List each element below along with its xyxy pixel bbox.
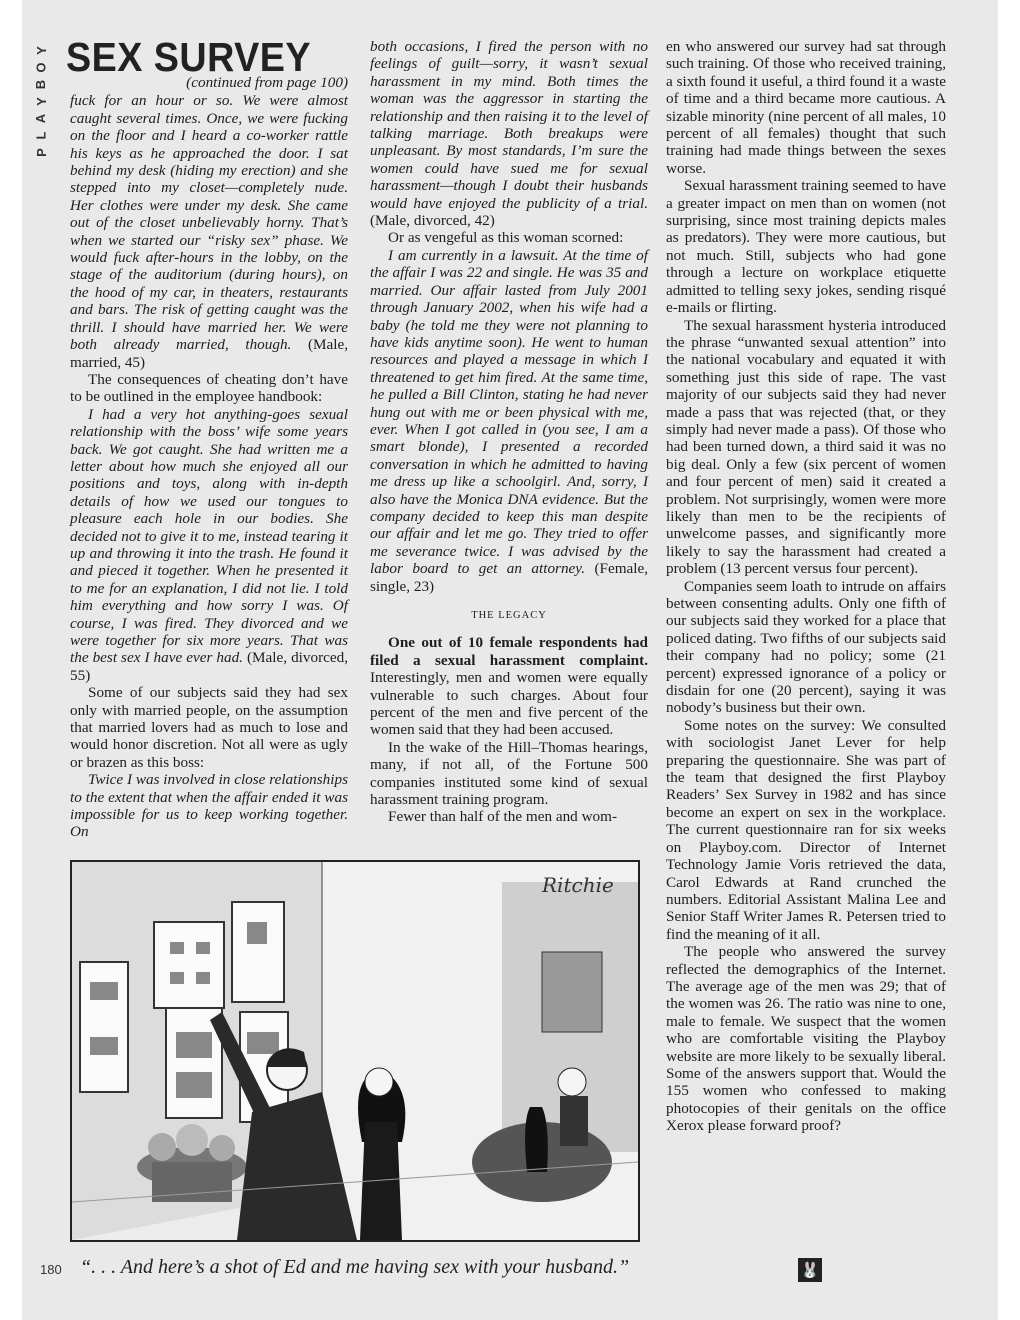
respondent-quote <box>370 38 648 229</box>
quote-text: Twice I was involved in close relationships to the extent that when the affair ended it was impossible for us to keep working together. On <box>70 771 348 841</box>
body-paragraph: Fewer than half of the men and wom- <box>388 808 618 826</box>
quote-text: I am currently in a lawsuit. At the time of the affair I was 22 and single. He was 35 and married. Our affair lasted from July 2001 through January 2002, when his wife had a baby (he told me they were not planning to have kids anytime soon). He went to human resources and played a message in which I threatened to get him fired. At the same time, he pulled a Bill Clinton, stating he had never hung out with me or been physical with me, ever. When I got called in (you see, I am a smart blonde), I presented a recorded conversation in which he admitted to having me dress up like a schoolgirl. And, sorry, I also have the Monica DNA evidence. But the company decided to keep this man despite our affair and let me go. They tried to offer me severance twice. I was advised by the labor board to get an attorney. <box>370 246 648 578</box>
page-number: 180 <box>40 1262 62 1277</box>
body-paragraph: The consequences of cheating don’t have to be outlined in the employee handbook: <box>70 370 348 406</box>
quote-attribution: (Male, married, 45) <box>70 336 348 371</box>
sidebar-letter: Y <box>33 46 49 55</box>
body-paragraph: The people who answered the survey reflected the demographics of the Internet. The average age of the men was 29; that of the women was 26. The ratio was nine to one, male to female. We suspect that the women who are comfortable visiting the Playboy website are more likely to be sexually liberal. Some of the answers support that. Would the 155 women who confessed to making photocopies of their genitals on the office Xerox please forward proof? <box>666 943 946 1135</box>
cartoon-illustration <box>70 860 640 1242</box>
body-paragraph: Some notes on the survey: We consulted with sociologist Janet Lever for help preparing the questionnaire. She was part of the team that designed the first Playboy Readers’ Sex Survey in 1982 and has since become an expert on sex in the workplace. The current questionnaire ran for six weeks on Playboy.com. Director of Internet Technology Jamie Voris retrieved the data, Carol Edwards at Rand crunched the numbers. Editorial Assistant Malina Lee and Senior Staff Writer James R. Petersen tried to find the meaning of it all. <box>666 716 946 943</box>
quote-attribution: (Female, single, 23) <box>370 560 649 595</box>
quote-attribution: (Male, divorced, 55) <box>70 649 348 684</box>
sidebar-letter: O <box>33 62 49 73</box>
section-subhead: THE LEGACY <box>471 610 547 621</box>
sidebar-letter: Y <box>33 97 49 106</box>
article-column-2 <box>370 38 648 826</box>
sidebar-letter: B <box>33 79 49 90</box>
respondent-quote <box>70 92 348 371</box>
body-paragraph: The sexual harassment hysteria introduced the phrase “unwanted sexual attention” into the national vocabulary and equated it with something just this side of rape. The vast majority of our subjects said they had never made a pass that was rejected (that, or they simply had never made a pass). Of those who had been turned down, a third said it was no big deal. Only a few (six percent of women and four percent of men) said it created a problem. Not surprisingly, women were more likely than men to be the recipients of unwelcome passes, and significantly more likely to say the harassment had created a problem (13 percent versus four percent). <box>666 316 946 578</box>
quote-text: both occasions, I fired the person with no feelings of guilt—sorry, it wasn’t sexual harassment in my mind. Both times the woman was the aggressor in starting the relationship and then raising it to the level of talking marriage. Both breakups were unpleasant. By most standards, I’m sure the women could have sued me for sexual harassment—though I doubt their husbands would have enjoyed the publicity of a trial. <box>370 38 648 212</box>
article-column-3 <box>666 38 946 1135</box>
body-paragraph: Or as vengeful as this woman scorned: <box>388 229 624 247</box>
continued-note: (continued from page 100) <box>186 74 348 91</box>
respondent-quote <box>370 247 648 595</box>
lead-sentence: One out of 10 female respondents had filed a sexual harassment complaint. <box>370 634 648 669</box>
quote-text: I had a very hot anything-goes sexual relationship with the boss’ wife some years back. We got caught. She had written me a letter about how much she enjoyed all our positions and toys, along with in-depth details of how we used our tongues to pleasure each hole in our bodies. She decided not to give it to me, instead tearing it up and throwing it into the trash. He found it and pieced it together. When he presented it to me for an explanation, I did not lie. I told him everything and how sorry I was. Of course, I was fired. They divorced and we were together for six more years. That was the best sex I have ever had. <box>70 405 348 667</box>
body-paragraph: Some of our subjects said they had sex only with married people, on the assumption that married lovers had as much to lose and would honor discretion. Not all were as ugly or brazen as this boss: <box>70 684 348 771</box>
lead-rest: Interestingly, men and women were equally vulnerable to such charges. About four percent of the men and five percent of the women said that they had been accused. <box>370 669 648 739</box>
sidebar-letter: P <box>33 148 49 157</box>
sidebar-letter: A <box>33 113 49 124</box>
magazine-sidebar-logo <box>30 42 52 161</box>
article-column-1 <box>70 74 348 841</box>
body-paragraph: Sexual harassment training seemed to have a greater impact on men than on women (not surprising, since most training depicts males as predators). They were more cautious, but not much. Still, subjects who had gone through a lecture on workplace etiquette admitted to telling sexy jokes, sending risqué e-mails or flirting. <box>666 177 946 317</box>
quote-attribution: (Male, divorced, 42) <box>370 212 495 230</box>
body-paragraph: en who answered our survey had sat through such training. Of those who received training, a sixth found it useful, a third found it a waste of time and a third became more cautious. A sizable minority (nine percent of all males, 10 percent of all females) thought that such training had made things between the sexes worse. <box>666 38 946 177</box>
lead-paragraph <box>370 634 648 738</box>
cartoon-drawing <box>72 862 638 1240</box>
quote-text: fuck for an hour or so. We were almost caught several times. Once, we were fucking on the floor and I heard a co-worker rattle his keys as he approached the door. I sat behind my desk (hiding my erection) and she stepped into my closet—completely nude. Her clothes were under my desk. She came out of the closet unbelievably horny. That’s when we started our “risky sex” phase. We would fuck after-hours in the lobby, on the stage of the auditorium (during hours), on the hood of my car, in theaters, restaurants and bars. The risk of getting caught was the thrill. I should have married her. We were both already married, though. <box>70 92 348 354</box>
article-title: SEX SURVEY <box>66 34 311 80</box>
rabbit-head-end-mark-icon: 🐰 <box>798 1258 822 1282</box>
respondent-quote <box>70 771 348 841</box>
body-paragraph: Companies seem loath to intrude on affairs between consenting adults. Only one fifth of our subjects said they worked for a place that policed dating. Two fifths of our subjects said their company had no policy; some (21 percent) expressed ignorance of a policy or disdain for one (20 percent), saying it was nobody’s business but their own. <box>666 577 946 717</box>
cartoon-signature: Ritchie <box>542 873 614 897</box>
body-paragraph: In the wake of the Hill–Thomas hearings, many, if not all, of the Fortune 500 companies instituted some kind of sexual harassment training program. <box>370 738 648 809</box>
sidebar-letter: L <box>33 131 49 140</box>
respondent-quote <box>70 406 348 685</box>
cartoon-caption: “. . . And here’s a shot of Ed and me having sex with your husband.” <box>80 1256 630 1278</box>
